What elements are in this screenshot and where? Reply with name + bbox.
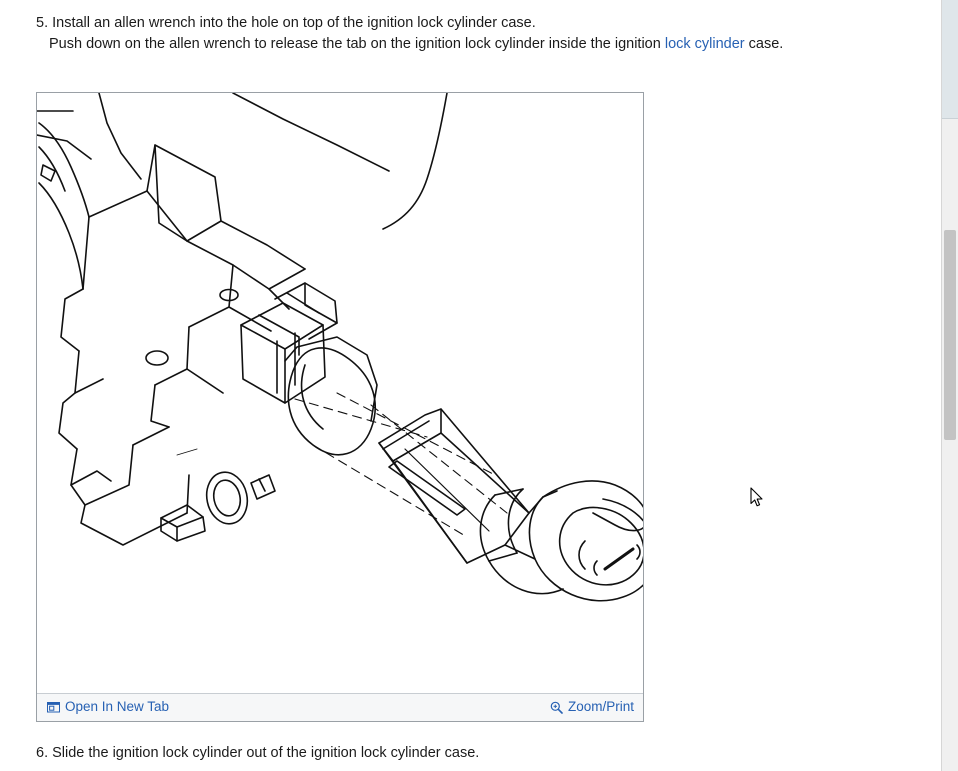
new-window-icon (47, 701, 60, 713)
magnifier-icon (550, 701, 563, 714)
step-5-line2-after: case. (744, 36, 784, 52)
vertical-scrollbar[interactable] (941, 0, 958, 771)
step-6-line1: Slide the ignition lock cylinder out of the ignition lock cylinder case. (52, 745, 480, 761)
step-6 (36, 743, 479, 763)
scrollbar-thumb[interactable] (944, 230, 956, 440)
step-5 (36, 13, 783, 54)
zoom-print-button[interactable] (550, 698, 634, 716)
mouse-cursor (750, 487, 764, 509)
figure-toolbar (37, 693, 643, 721)
step-5-line2-before: Push down on the allen wrench to release the tab on the ignition lock cylinder inside the ignition (49, 36, 665, 52)
scrollbar-divider (942, 118, 958, 119)
open-in-new-tab-button[interactable] (47, 698, 169, 716)
step-6-number: 6. (36, 745, 49, 761)
figure-image[interactable] (37, 93, 643, 693)
figure-panel (36, 92, 644, 722)
open-in-new-tab-label: Open In New Tab (65, 699, 170, 714)
lock-cylinder-link[interactable]: lock cylinder (664, 36, 745, 52)
zoom-print-label: Zoom/Print (567, 699, 634, 714)
step-5-line2 (36, 34, 783, 54)
step-5-line1: Install an allen wrench into the hole on top of the ignition lock cylinder case. (52, 15, 536, 31)
scrollbar-top-section (942, 0, 958, 118)
step-5-number: 5. (36, 15, 49, 31)
